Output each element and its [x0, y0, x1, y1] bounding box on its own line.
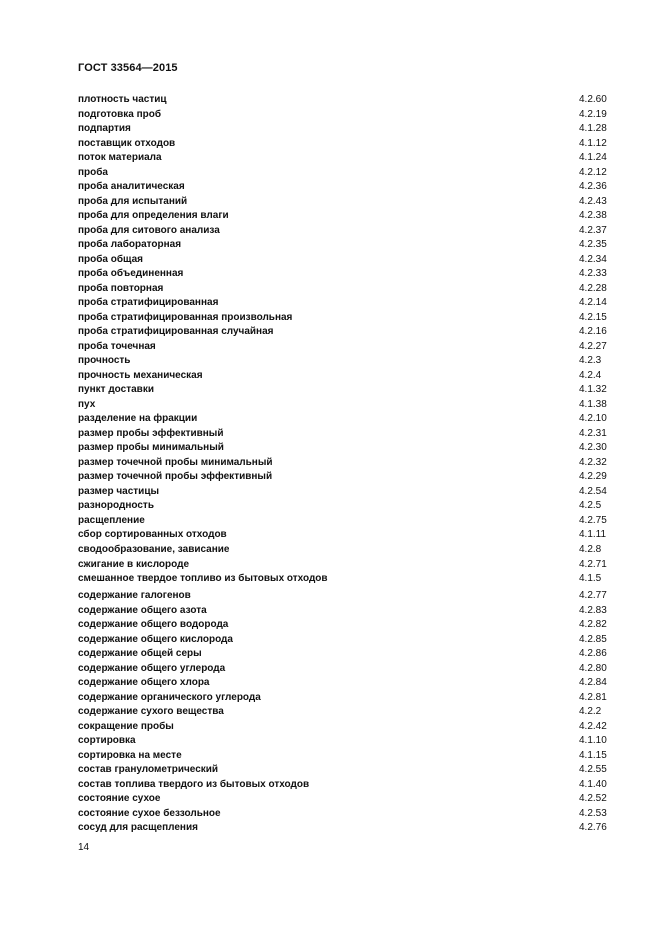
- index-entry: [78, 166, 618, 181]
- index-term: смешанное твердое топливо из бытовых отходов: [78, 573, 328, 585]
- index-term: размер пробы эффективный: [78, 427, 224, 439]
- index-entry: [78, 412, 618, 427]
- index-entry: [78, 108, 618, 123]
- index-term: содержание общего кислорода: [78, 633, 233, 645]
- index-term: содержание общей серы: [78, 648, 202, 660]
- index-entry: [78, 572, 618, 587]
- index-reference: 4.2.84: [579, 677, 607, 689]
- index-entry: [78, 340, 618, 355]
- index-reference: 4.2.86: [579, 648, 607, 660]
- index-entry: [78, 749, 618, 764]
- index-reference: 4.2.5: [579, 500, 602, 512]
- index-reference: 4.2.32: [579, 456, 607, 468]
- index-term: пункт доставки: [78, 384, 154, 396]
- index-reference: 4.2.14: [579, 297, 607, 309]
- index-entry: [78, 514, 618, 529]
- index-reference: 4.1.10: [579, 735, 607, 747]
- index-reference: 4.2.4: [579, 369, 602, 381]
- index-entry: [78, 383, 618, 398]
- index-reference: 4.2.2: [579, 706, 602, 718]
- index-reference: 4.2.27: [579, 340, 607, 352]
- index-term: сводообразование, зависание: [78, 543, 230, 555]
- index-reference: 4.2.60: [579, 94, 607, 105]
- index-reference: 4.2.80: [579, 662, 607, 674]
- index-entry: [78, 821, 618, 836]
- index-reference: 4.2.3: [579, 355, 602, 367]
- index-entry: [78, 763, 618, 778]
- index-entry: [78, 618, 618, 633]
- index-term: проба точечная: [78, 340, 156, 352]
- index-entry: [78, 662, 618, 677]
- index-entry: [78, 589, 618, 604]
- index-entry: [78, 325, 618, 340]
- index-term: проба стратифицированная произвольная: [78, 311, 293, 323]
- index-term: проба стратифицированная случайная: [78, 326, 274, 338]
- index-term: проба повторная: [78, 282, 164, 294]
- alphabetical-index: [78, 93, 618, 836]
- index-entry: [78, 807, 618, 822]
- index-term: проба для определения влаги: [78, 210, 229, 222]
- index-reference: 4.2.16: [579, 326, 607, 338]
- index-term: сокращение пробы: [78, 720, 174, 732]
- index-reference: 4.2.54: [579, 485, 607, 497]
- index-reference: 4.2.35: [579, 239, 607, 251]
- page-number: 14: [78, 842, 90, 853]
- index-entry: [78, 676, 618, 691]
- index-term: сосуд для расщепления: [78, 822, 198, 834]
- index-reference: 4.2.43: [579, 195, 607, 207]
- index-reference: 4.2.30: [579, 442, 607, 454]
- index-term: состав топлива твердого из бытовых отходов: [78, 778, 310, 790]
- index-reference: 4.2.36: [579, 181, 607, 193]
- index-term: проба для ситового анализа: [78, 224, 220, 236]
- index-term: проба общая: [78, 253, 144, 265]
- index-term: сортировка на месте: [78, 749, 182, 761]
- index-term: поток материала: [78, 152, 162, 164]
- index-reference: 4.2.42: [579, 720, 607, 732]
- index-term: расщепление: [78, 514, 145, 526]
- index-entry: [78, 122, 618, 137]
- document-header: ГОСТ 33564—2015: [78, 62, 178, 74]
- index-term: состав гранулометрический: [78, 764, 219, 776]
- index-entry: [78, 209, 618, 224]
- index-entry: [78, 311, 618, 326]
- index-entry: [78, 238, 618, 253]
- index-term: прочность механическая: [78, 369, 203, 381]
- index-reference: 4.1.11: [579, 529, 607, 541]
- index-term: плотность частиц: [78, 94, 167, 105]
- index-entry: [78, 543, 618, 558]
- index-entry: [78, 267, 618, 282]
- index-term: состояние сухое: [78, 793, 161, 805]
- index-term: сжигание в кислороде: [78, 558, 190, 570]
- index-term: состояние сухое беззольное: [78, 807, 221, 819]
- index-entry: [78, 633, 618, 648]
- index-entry: [78, 499, 618, 514]
- index-reference: 4.2.55: [579, 764, 607, 776]
- index-entry: [78, 180, 618, 195]
- index-term: размер пробы минимальный: [78, 442, 224, 454]
- index-term: прочность: [78, 355, 131, 367]
- index-reference: 4.2.83: [579, 604, 607, 616]
- index-entry: [78, 456, 618, 471]
- index-reference: 4.2.29: [579, 471, 607, 483]
- index-entry: [78, 398, 618, 413]
- index-entry: [78, 282, 618, 297]
- index-reference: 4.2.38: [579, 210, 607, 222]
- index-entry: [78, 705, 618, 720]
- index-entry: [78, 369, 618, 384]
- index-reference: 4.2.12: [579, 166, 607, 178]
- index-reference: 4.1.32: [579, 384, 607, 396]
- index-entry: [78, 195, 618, 210]
- index-entry: [78, 734, 618, 749]
- index-term: проба объединенная: [78, 268, 184, 280]
- index-term: размер точечной пробы эффективный: [78, 471, 273, 483]
- index-term: проба: [78, 166, 108, 178]
- index-entry: [78, 647, 618, 662]
- index-term: поставщик отходов: [78, 137, 176, 149]
- index-entry: [78, 558, 618, 573]
- index-term: проба стратифицированная: [78, 297, 219, 309]
- index-term: содержание общего углерода: [78, 662, 226, 674]
- index-reference: 4.2.28: [579, 282, 607, 294]
- index-term: содержание общего азота: [78, 604, 207, 616]
- index-entry: [78, 470, 618, 485]
- index-entry: [78, 604, 618, 619]
- index-term: содержание общего водорода: [78, 619, 229, 631]
- index-reference: 4.2.33: [579, 268, 607, 280]
- index-reference: 4.2.37: [579, 224, 607, 236]
- index-entry: [78, 253, 618, 268]
- index-entry: [78, 427, 618, 442]
- index-reference: 4.2.71: [579, 558, 607, 570]
- index-reference: 4.1.15: [579, 749, 607, 761]
- index-entry: [78, 354, 618, 369]
- index-term: размер частицы: [78, 485, 160, 497]
- index-reference: 4.2.85: [579, 633, 607, 645]
- index-reference: 4.1.5: [579, 573, 602, 585]
- index-entry: [78, 691, 618, 706]
- index-reference: 4.2.15: [579, 311, 607, 323]
- index-entry: [78, 296, 618, 311]
- index-term: разделение на фракции: [78, 413, 198, 425]
- index-reference: 4.2.82: [579, 619, 607, 631]
- index-entry: [78, 224, 618, 239]
- index-reference: 4.2.34: [579, 253, 607, 265]
- index-term: сбор сортированных отходов: [78, 529, 227, 541]
- index-reference: 4.2.77: [579, 590, 607, 602]
- index-reference: 4.2.8: [579, 543, 602, 555]
- index-reference: 4.1.38: [579, 398, 607, 410]
- index-term: содержание органического углерода: [78, 691, 261, 703]
- index-reference: 4.2.53: [579, 807, 607, 819]
- index-term: проба аналитическая: [78, 181, 185, 193]
- index-entry: [78, 528, 618, 543]
- index-term: проба для испытаний: [78, 195, 188, 207]
- index-reference: 4.2.52: [579, 793, 607, 805]
- index-reference: 4.1.40: [579, 778, 607, 790]
- index-term: размер точечной пробы минимальный: [78, 456, 273, 468]
- index-reference: 4.2.75: [579, 514, 607, 526]
- index-reference: 4.1.12: [579, 137, 607, 149]
- index-entry: [78, 151, 618, 166]
- index-reference: 4.2.19: [579, 108, 607, 120]
- index-term: содержание галогенов: [78, 590, 191, 602]
- index-reference: 4.1.28: [579, 123, 607, 135]
- index-term: сортировка: [78, 735, 136, 747]
- index-term: подготовка проб: [78, 108, 162, 120]
- index-reference: 4.2.76: [579, 822, 607, 834]
- index-reference: 4.2.10: [579, 413, 607, 425]
- index-entry: [78, 792, 618, 807]
- index-term: подпартия: [78, 123, 131, 135]
- index-entry: [78, 485, 618, 500]
- index-term: проба лабораторная: [78, 239, 182, 251]
- index-reference: 4.1.24: [579, 152, 607, 164]
- index-entry: [78, 441, 618, 456]
- index-entry: [78, 720, 618, 735]
- index-entry: [78, 93, 618, 108]
- index-term: пух: [78, 398, 96, 410]
- index-reference: 4.2.81: [579, 691, 607, 703]
- index-term: разнородность: [78, 500, 154, 512]
- index-term: содержание общего хлора: [78, 677, 210, 689]
- index-entry: [78, 137, 618, 152]
- index-entry: [78, 778, 618, 793]
- index-reference: 4.2.31: [579, 427, 607, 439]
- index-term: содержание сухого вещества: [78, 706, 224, 718]
